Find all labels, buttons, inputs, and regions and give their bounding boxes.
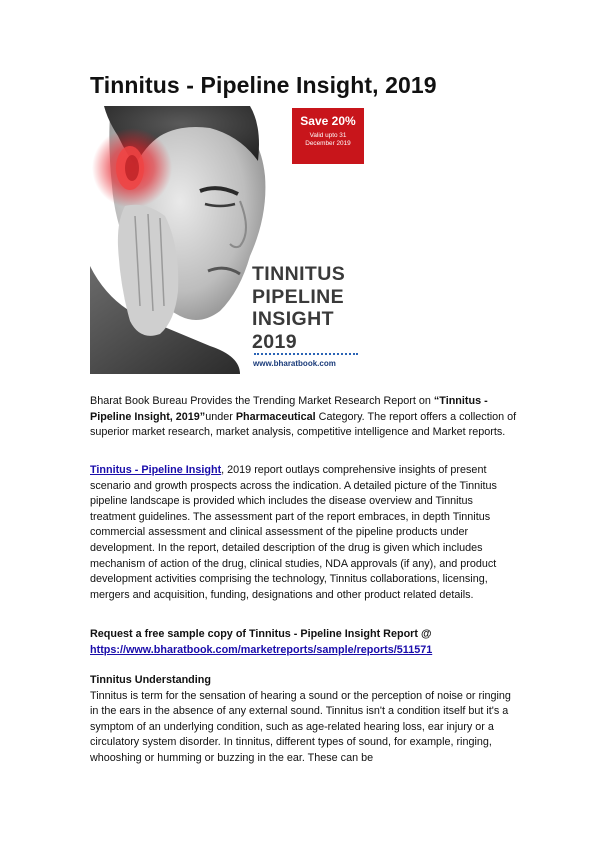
sample-request-label: Request a free sample copy of Tinnitus - Pipeline Insight Report @ <box>90 628 432 640</box>
badge-validity-text: Valid upto 31 December 2019 <box>305 132 351 147</box>
understanding-body: Tinnitus is term for the sensation of hearing a sound or the perception of noise or ringing in the ears in the absence of any external sound. Tinnitus isn't a condition itself but it's a symptom of an underlying condition, such as age-related hearing loss, ear injury or a circulatory system disorder. In tinnitus, different types of sound, for example, ringing, whooshing or humming or buzzing in the ear. These can be <box>90 689 511 764</box>
understanding-section <box>90 673 520 767</box>
intro-suffix: Category. The report offers a collection of superior market research, market analysis, competitive intelligence and Market reports. <box>90 410 517 439</box>
intro-category: Pharmaceutical <box>235 410 316 423</box>
cover-line: TINNITUS <box>252 263 346 285</box>
cover-website: www.bharatbook.com <box>253 359 336 368</box>
save-discount-badge <box>292 108 364 164</box>
overview-paragraph <box>90 463 520 603</box>
cover-divider <box>254 353 358 355</box>
report-banner-image <box>90 106 365 374</box>
cover-line: 2019 <box>252 330 297 353</box>
intro-paragraph <box>90 394 520 441</box>
overview-body: , 2019 report outlays comprehensive insights of present scenario and growth prospects across the indication. A detailed picture of the Tinnitus pipeline landscape is provided which includes the disease overview and Tinnitus treatment guidelines. The assessment part of the report embraces, in depth Tinnitus commercial assessment and clinical assessment of the pipeline products under development. In the report, detailed description of the drug is given which includes mechanism of action of the drug, clinical studies, NDA approvals (if any), and product development activities comprising the technology, Tinnitus collaborations, licensing, mergers and acquisition, funding, designations and other product related details. <box>90 464 497 601</box>
cover-line: PIPELINE <box>252 285 345 308</box>
report-title-link[interactable]: Tinnitus - Pipeline Insight <box>90 464 222 476</box>
understanding-heading: Tinnitus Understanding <box>90 674 211 686</box>
badge-main-text: Save 20% <box>300 114 356 128</box>
sample-request-block <box>90 627 520 658</box>
sample-request-link[interactable]: https://www.bharatbook.com/marketreports/sample/reports/511571 <box>90 643 433 656</box>
intro-report-name: “Tinnitus - Pipeline Insight, 2019” <box>90 395 488 423</box>
intro-under: under <box>205 410 236 423</box>
page-title: Tinnitus - Pipeline Insight, 2019 <box>90 72 437 98</box>
intro-prefix: Bharat Book Bureau Provides the Trending Market Research Report on <box>90 395 434 407</box>
cover-line: INSIGHT <box>252 308 334 330</box>
cover-title <box>252 263 364 353</box>
